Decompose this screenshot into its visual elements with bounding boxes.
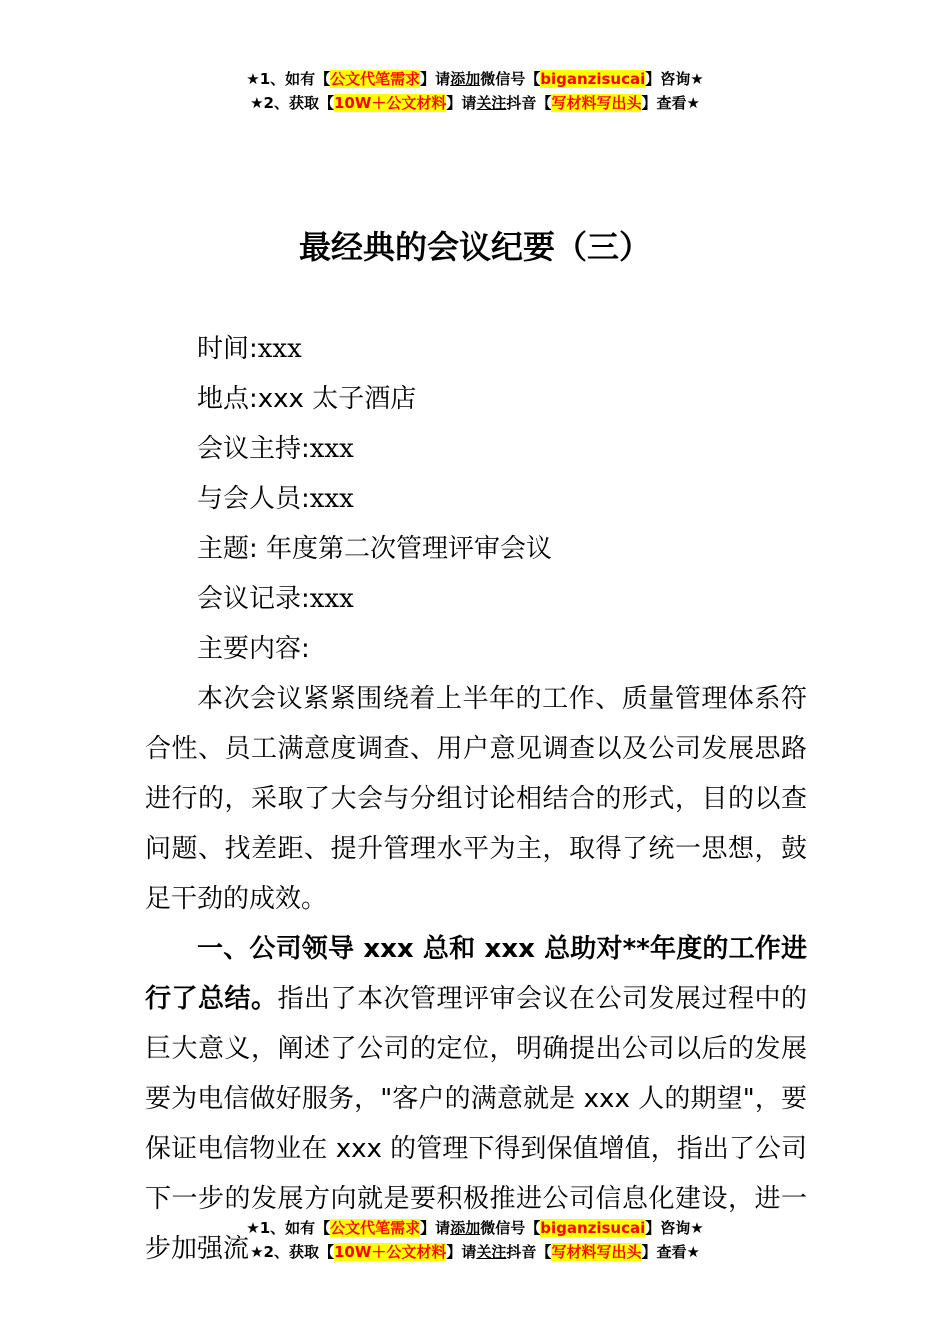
banner-text: 】请	[446, 1243, 477, 1261]
paragraph-intro: 本次会议紧紧围绕着上半年的工作、质量管理体系符合性、员工满意度调查、用户意见调查以及公司发展思路进行的，采取了大会与分组讨论相结合的形式，目的以查问题、找差距、提升管理水平为主，取得了统一思想，鼓足干劲的成效。	[145, 684, 807, 914]
field-attendees	[145, 474, 807, 524]
field-recorder	[145, 574, 807, 624]
field-location	[145, 374, 807, 424]
footer-banner	[0, 1216, 950, 1264]
banner-line-2	[0, 1240, 950, 1264]
banner-text: 】请	[420, 1219, 451, 1237]
banner-highlight: 公文代笔需求	[330, 1219, 421, 1237]
banner-highlight: biganzisucai	[540, 70, 646, 88]
section-heading: 一、公司领导 xxx 总和 xxx 总助对**年度的工作进行了总结。	[145, 934, 807, 1014]
field-main-content	[145, 624, 807, 674]
banner-text: ★2、获取【	[250, 1243, 334, 1261]
banner-text: 】请	[446, 94, 477, 112]
field-value: xxx 太子酒店	[257, 384, 417, 414]
field-value: 年度第二次管理评审会议	[257, 534, 553, 564]
field-label: 与会人员:	[197, 484, 310, 514]
banner-line-2	[0, 91, 950, 115]
banner-text: 】查看★	[641, 1243, 700, 1261]
banner-highlight: 公文代笔需求	[330, 70, 421, 88]
field-value: xxx	[309, 484, 354, 514]
banner-text: 微信号【	[480, 1219, 541, 1237]
banner-text: 抖音【	[506, 94, 552, 112]
document-title: 最经典的会议纪要（三）	[298, 228, 651, 266]
banner-line-1	[0, 67, 950, 91]
field-label: 主要内容:	[197, 634, 310, 664]
banner-highlight: 写材料写出头	[551, 1243, 642, 1261]
banner-highlight: 写材料写出头	[551, 94, 642, 112]
banner-highlight: 10W＋公文材料	[333, 94, 447, 112]
field-time	[145, 324, 807, 374]
field-label: 会议记录:	[197, 584, 310, 614]
banner-emphasis: 关注	[476, 1243, 507, 1261]
banner-text: ★1、如有【	[246, 70, 331, 88]
banner-emphasis: 关注	[476, 94, 507, 112]
field-value: xxx	[309, 434, 354, 464]
field-host	[145, 424, 807, 474]
banner-text: 】咨询★	[645, 70, 704, 88]
banner-text: 】请	[420, 70, 451, 88]
banner-emphasis: 添加	[450, 1219, 481, 1237]
banner-line-1	[0, 1216, 950, 1240]
banner-emphasis: 添加	[450, 70, 481, 88]
section-body: 指出了本次管理评审会议在公司发展过程中的巨大意义，阐述了公司的定位，明确提出公司以后的发展要为电信做好服务，"客户的满意就是 xxx 人的期望"，要保证电信物业在 xxx 的管理下得到保值增值，指出了公司下一步的发展方向就是要积极推进公司信息化建设，进一步加强流	[145, 984, 807, 1264]
banner-text: ★1、如有【	[246, 1219, 331, 1237]
field-label: 会议主持:	[197, 434, 310, 464]
banner-text: 抖音【	[506, 1243, 552, 1261]
banner-text: ★2、获取【	[250, 94, 334, 112]
document-body	[145, 324, 807, 1274]
field-value: xxx	[309, 584, 354, 614]
field-label: 时间:	[197, 334, 258, 364]
banner-text: 】咨询★	[645, 1219, 704, 1237]
field-label: 地点:	[197, 384, 258, 414]
header-banner	[0, 67, 950, 115]
field-topic	[145, 524, 807, 574]
field-value: xxx	[257, 334, 302, 364]
banner-text: 微信号【	[480, 70, 541, 88]
banner-text: 】查看★	[641, 94, 700, 112]
banner-highlight: 10W＋公文材料	[333, 1243, 447, 1261]
banner-highlight: biganzisucai	[540, 1219, 646, 1237]
field-label: 主题:	[197, 534, 258, 564]
